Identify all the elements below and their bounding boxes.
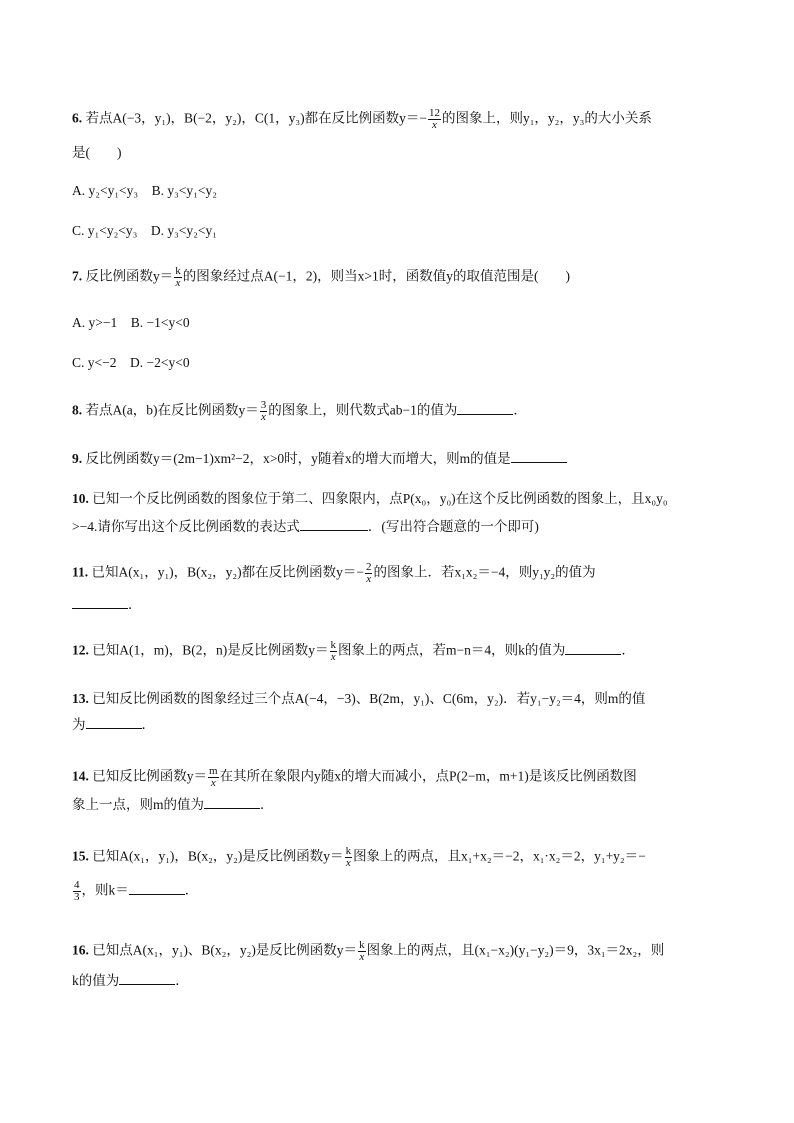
fraction: $\frac{2}{x}$	[365, 561, 372, 585]
question-14-line-1	[72, 766, 637, 789]
question-text: 已知反比例函数y＝	[92, 768, 207, 784]
question-text: k的值为	[72, 973, 120, 988]
question-16-line-1	[72, 940, 664, 963]
punctuation: ．	[141, 717, 155, 732]
question-16-line-2	[72, 972, 189, 990]
question-number: 11.	[72, 564, 89, 580]
question-text: 反比例函数y＝	[85, 268, 174, 284]
question-text: 图象上的两点，且(x₁−x₂)(y₁−y₂)＝9，3x₁＝2x₂，则	[366, 942, 665, 958]
fraction: $\frac{k}{x}$	[359, 939, 365, 963]
question-number: 12.	[72, 642, 89, 658]
question-7	[72, 266, 570, 289]
question-text: 为	[72, 717, 86, 732]
question-6-options-ab: A. y₂<y₁<y₃ B. y₃<y₁<y₂	[72, 183, 217, 198]
punctuation: ．	[184, 882, 199, 898]
question-text: >−4.请你写出这个反比例函数的表达式	[72, 519, 300, 534]
question-10-line-2	[72, 518, 539, 536]
question-15-line-1	[72, 846, 646, 869]
question-text: 图象上的两点，且x₁+x₂＝−2，x₁·x₂＝2，y₁+y₂＝−	[353, 848, 646, 864]
fraction: $\frac{k}{x}$	[345, 845, 352, 869]
question-text: 在其所在象限内y随x的增大而减小，点P(2−m，m+1)是该反比例函数图	[219, 768, 637, 784]
question-text: 的图象上，则代数式ab−1的值为	[268, 402, 458, 418]
question-number: 14.	[72, 768, 89, 784]
question-9	[72, 450, 567, 468]
answer-blank[interactable]	[119, 972, 175, 985]
question-text: 象上一点，则m的值为	[72, 797, 205, 812]
answer-blank[interactable]	[204, 796, 260, 809]
question-12	[72, 640, 635, 663]
answer-blank[interactable]	[300, 518, 368, 531]
punctuation: ．	[175, 973, 189, 988]
answer-blank[interactable]	[511, 450, 567, 463]
question-text: 已知一个反比例函数的图象位于第二、四象限内，点P(x₀，y₀)在这个反比例函数的图象上，且x₀y₀	[92, 491, 668, 506]
question-6-line-2: 是( )	[72, 145, 122, 160]
question-text: 已知点A(x₁，y₁)、B(x₂，y₂)是反比例函数y＝	[92, 942, 358, 958]
question-text: 已知反比例函数的图象经过三个点A(−4，−3)、B(2m，y₁)、C(6m，y₂)．若y₁−y₂＝4，则m的值	[92, 691, 646, 706]
fraction: $\frac{3}{x}$	[260, 399, 267, 423]
question-7-options-ab: A. y>−1 B. −1<y<0	[72, 315, 190, 330]
answer-blank[interactable]	[72, 596, 128, 609]
answer-blank[interactable]	[457, 402, 513, 415]
question-text: 若点A(a，b)在反比例函数y＝	[85, 402, 259, 418]
punctuation: ．	[621, 642, 635, 658]
question-10-line-1	[72, 490, 668, 508]
question-text: ．(写出符合题意的一个即可)	[367, 519, 539, 534]
question-15-line-2	[72, 880, 198, 903]
fraction: $\frac{12}{x}$	[428, 107, 440, 131]
answer-blank[interactable]	[86, 716, 142, 729]
punctuation: ．	[513, 402, 527, 418]
question-text: 已知A(1，m)，B(2，n)是反比例函数y＝	[92, 642, 329, 658]
punctuation: ．	[260, 797, 274, 812]
fraction: $\frac{k}{x}$	[175, 265, 181, 289]
fraction: $\frac{k}{x}$	[330, 639, 336, 663]
question-text: 图象上的两点，若m−n＝4，则k的值为	[338, 642, 566, 658]
question-number: 9.	[72, 451, 83, 466]
answer-blank[interactable]	[565, 642, 621, 655]
question-text: 的图象上．若x₁x₂＝−4，则y₁y₂的值为	[373, 564, 596, 580]
question-text: 的图象经过点A(−1，2)，则当x>1时，函数值y的取值范围是( )	[182, 268, 570, 284]
question-number: 13.	[72, 691, 89, 706]
question-13-line-2	[72, 716, 155, 734]
question-text: 已知A(x₁，y₁)，B(x₂，y₂)是反比例函数y＝	[92, 848, 344, 864]
question-number: 7.	[72, 268, 83, 284]
question-14-line-2	[72, 796, 274, 814]
question-number: 16.	[72, 942, 89, 958]
fraction: $\frac{4}{3}$	[74, 879, 80, 903]
question-number: 8.	[72, 402, 83, 418]
question-8	[72, 400, 527, 423]
question-text: 反比例函数y＝(2m−1)xm²−2，x>0时，y随着x的增大而增大，则m的值是	[85, 451, 511, 466]
fraction: $\frac{m}{x}$	[209, 765, 218, 789]
punctuation: ．	[128, 597, 142, 612]
question-text: 若点A(−3，y₁)，B(−2，y₂)，C(1，y₃)都在反比例函数y＝−	[85, 110, 427, 126]
question-7-options-cd: C. y<−2 D. −2<y<0	[72, 355, 190, 370]
question-text: 已知A(x₁，y₁)，B(x₂，y₂)都在反比例函数y＝−	[91, 564, 364, 580]
question-text: 的图象上，则y₁，y₂，y₃的大小关系	[441, 110, 652, 126]
question-number: 15.	[72, 848, 89, 864]
question-11-line-1	[72, 562, 596, 585]
question-11-line-2	[72, 596, 142, 614]
question-6-options-cd: C. y₁<y₂<y₃ D. y₃<y₂<y₁	[72, 223, 217, 238]
question-text: ，则k＝	[81, 882, 129, 898]
question-number: 10.	[72, 491, 89, 506]
question-number: 6.	[72, 110, 83, 126]
answer-blank[interactable]	[129, 882, 185, 895]
question-13-line-1	[72, 690, 645, 708]
question-6-line-1	[72, 108, 652, 131]
